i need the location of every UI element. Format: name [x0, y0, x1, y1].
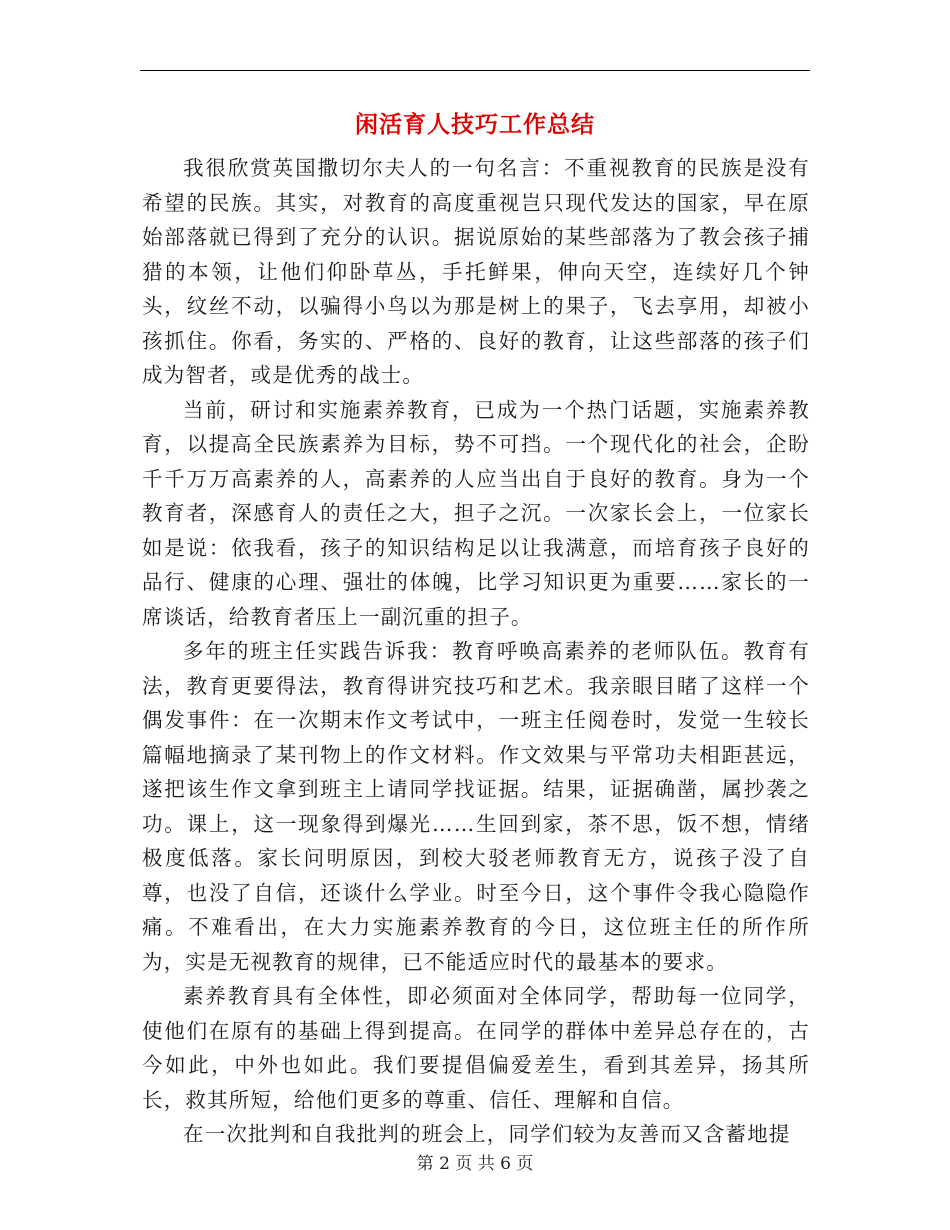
- paragraph-5: 在一次批判和自我批判的班会上，同学们较为友善而又含蓄地提: [183, 1122, 791, 1146]
- paragraph-3: 多年的班主任实践告诉我：教育呼唤高素养的老师队伍。教育有法，教育更要得法，教育得讲究技巧和艺术。我亲眼目睹了这样一个偶发事件：在一次期末作文考试中，一班主任阅卷时，发觉一生较长篇幅地摘录了某刊物上的作文材料。作文效果与平常功夫相距甚远，遂把该生作文拿到班主上请同学找证据。结果，证据确凿，属抄袭之功。课上，这一现象得到爆光……生回到家，茶不思，饭不想，情绪极度低落。家长问明原因，到校大驳老师教育无方，说孩子没了自尊，也没了自信，还谈什么学业。时至今日，这个事件令我心隐隐作痛。不难看出，在大力实施素养教育的今日，这位班主任的所作所为，实是无视教育的规律，已不能适应时代的最基本的要求。: [142, 639, 810, 974]
- paragraph-1: 我很欣赏英国撒切尔夫人的一句名言：不重视教育的民族是没有希望的民族。其实，对教育的高度重视岂只现代发达的国家，早在原始部落就已得到了充分的认识。据说原始的某些部落为了教会孩子捕猎的本领，让他们仰卧草丛，手托鲜果，伸向天空，连续好几个钟头，纹丝不动，以骗得小鸟以为那是树上的果子，飞去享用，却被小孩抓住。你看，务实的、严格的、良好的教育，让这些部落的孩子们成为智者，或是优秀的战士。: [142, 156, 810, 387]
- paragraph-4: 素养教育具有全体性，即必须面对全体同学，帮助每一位同学，使他们在原有的基础上得到提高。在同学的群体中差异总存在的，古今如此，中外也如此。我们要提倡偏爱差生，看到其差异，扬其所长，救其所短，给他们更多的尊重、信任、理解和自信。: [142, 984, 810, 1112]
- paragraph-2: 当前，研讨和实施素养教育，已成为一个热门话题，实施素养教育，以提高全民族素养为目标，势不可挡。一个现代化的社会，企盼千千万万高素养的人，高素养的人应当出自于良好的教育。身为一个教育者，深感育人的责任之大，担子之沉。一次家长会上，一位家长如是说：依我看，孩子的知识结构足以让我满意，而培育孩子良好的品行、健康的心理、强壮的体魄，比学习知识更为重要……家长的一席谈话，给教育者压上一副沉重的担子。: [142, 397, 810, 629]
- current-page-number: 2: [439, 1154, 450, 1174]
- footer-suffix: 页: [516, 1154, 534, 1174]
- document-body: [142, 151, 810, 1152]
- footer-middle: 页 共: [455, 1154, 495, 1174]
- header-rule: [140, 70, 810, 71]
- page-footer: [0, 1152, 950, 1176]
- total-pages-number: 6: [500, 1154, 511, 1174]
- document-title: 闲活育人技巧工作总结: [355, 111, 595, 138]
- footer-prefix: 第: [416, 1154, 434, 1174]
